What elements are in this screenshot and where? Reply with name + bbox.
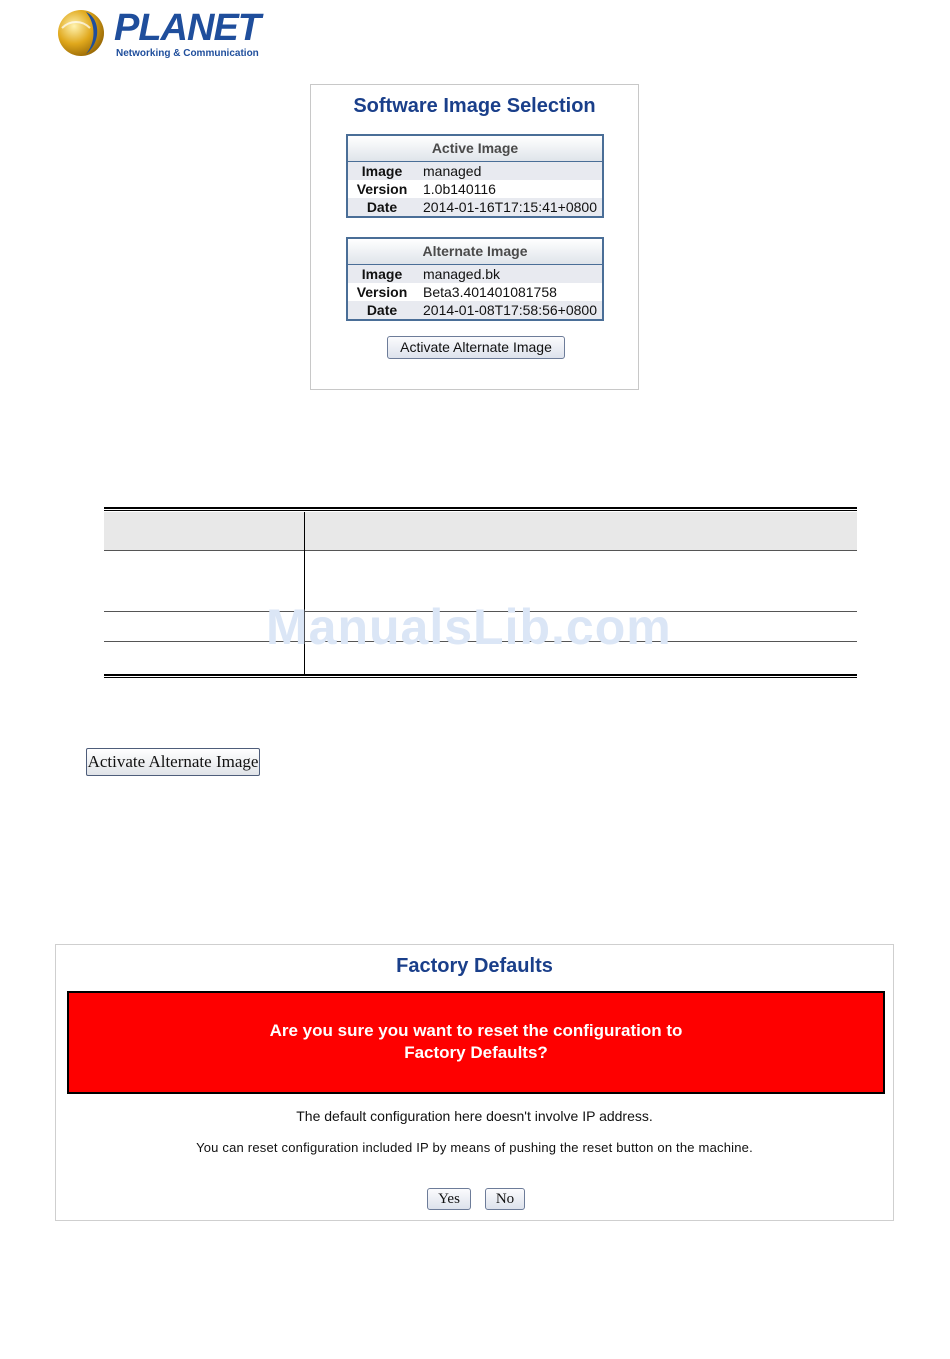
note-reset-button: You can reset configuration included IP by means of pushing the reset button on the machine. — [196, 1140, 753, 1155]
table-row — [348, 198, 602, 216]
row-value: 2014-01-08T17:58:56+0800 — [423, 302, 597, 318]
note-default-config: The default configuration here doesn't involve IP address. — [296, 1108, 653, 1124]
yes-button[interactable]: Yes — [427, 1188, 471, 1210]
row-value: 1.0b140116 — [423, 181, 496, 197]
reset-warning-box — [67, 991, 885, 1094]
row-label: Version — [356, 284, 408, 300]
watermark: ManualsLib.com — [266, 599, 672, 655]
row-value: Beta3.401401081758 — [423, 284, 557, 300]
table-column-divider — [304, 512, 305, 674]
table-top-rule — [104, 507, 857, 509]
table-row — [348, 265, 602, 283]
table-row — [348, 180, 602, 198]
table-bottom-rule — [104, 674, 857, 676]
no-button[interactable]: No — [485, 1188, 525, 1210]
software-image-selection-panel — [310, 84, 639, 390]
row-value: 2014-01-16T17:15:41+0800 — [423, 199, 597, 215]
activate-alternate-image-button-standalone[interactable]: Activate Alternate Image — [86, 748, 260, 776]
activate-alternate-image-button[interactable]: Activate Alternate Image — [387, 336, 565, 359]
row-label: Image — [361, 266, 403, 282]
table-heading: Alternate Image — [348, 239, 602, 265]
table-row — [348, 301, 602, 319]
table-row — [348, 162, 602, 180]
description-table — [104, 507, 857, 679]
globe-icon — [56, 8, 106, 58]
row-label: Image — [361, 163, 403, 179]
table-row — [348, 283, 602, 301]
brand-tagline: Networking & Communication — [116, 48, 259, 59]
table-divider — [104, 611, 857, 612]
table-divider — [104, 641, 857, 642]
table-heading: Active Image — [348, 136, 602, 162]
row-label: Version — [356, 181, 408, 197]
row-value: managed.bk — [423, 266, 501, 282]
panel-title: Factory Defaults — [396, 955, 553, 977]
table-top-rule-thin — [104, 510, 857, 511]
row-value: managed — [423, 163, 482, 179]
row-label: Date — [366, 302, 398, 318]
row-label: Date — [366, 199, 398, 215]
warning-line-2: Factory Defaults? — [404, 1043, 548, 1062]
active-image-table — [346, 134, 604, 218]
alternate-image-table — [346, 237, 604, 321]
table-bottom-rule-thin — [104, 677, 857, 678]
panel-title: Software Image Selection — [353, 95, 596, 117]
planet-logo — [56, 6, 266, 62]
table-header-row — [104, 512, 857, 550]
brand-name: PLANET — [114, 7, 260, 49]
table-divider — [104, 550, 857, 551]
warning-line-1: Are you sure you want to reset the configuration to — [269, 1021, 683, 1040]
factory-defaults-panel — [55, 944, 894, 1221]
